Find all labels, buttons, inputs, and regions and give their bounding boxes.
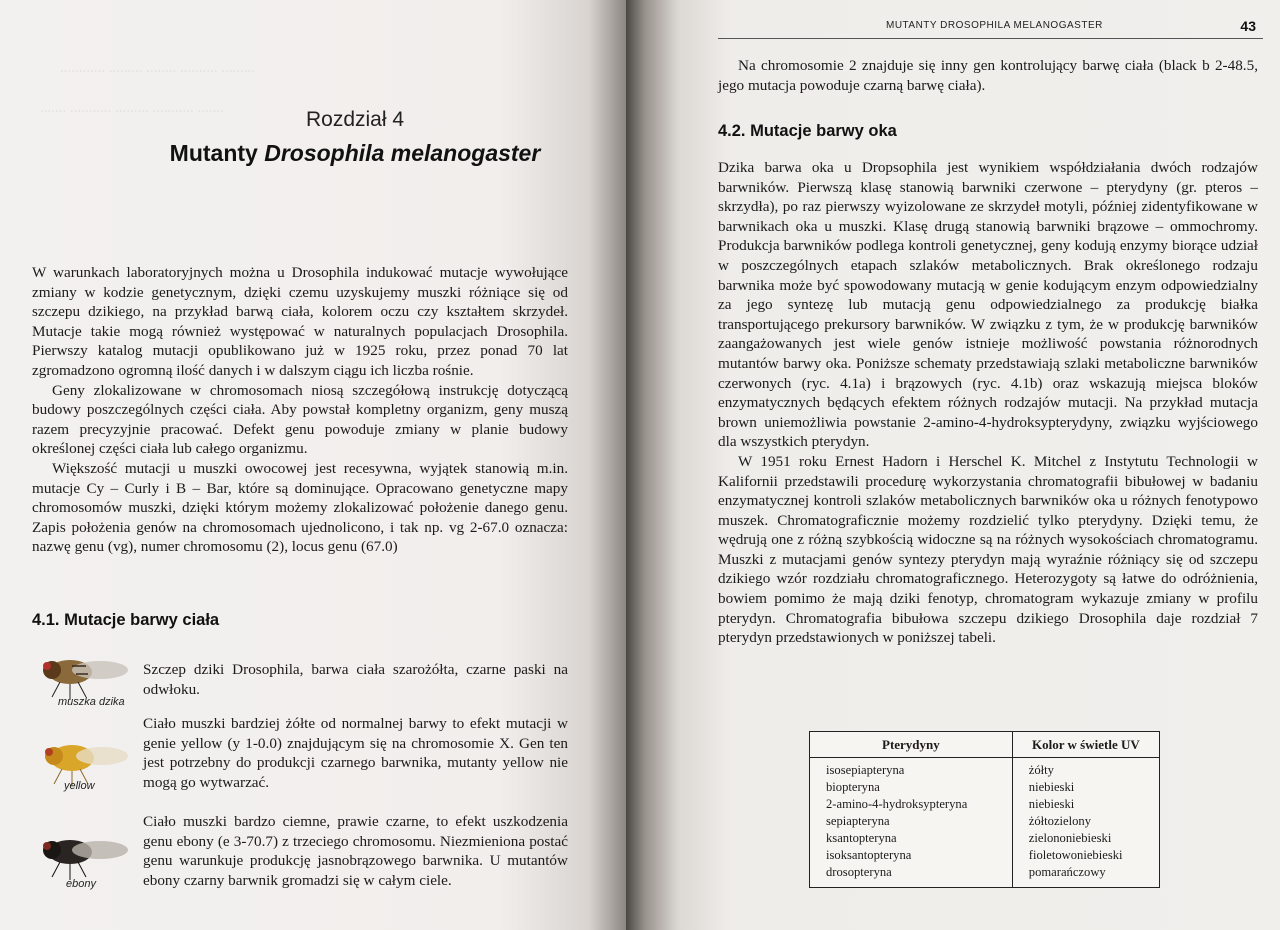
intro-paragraph: Geny zlokalizowane w chromosomach niosą szczegółową instrukcję dotyczącą budowy poszczególnych części ciała. Aby powstał kompletny organizm, geny muszą razem precyzyjnie pracować. Defekt genu powoduje zmiany w planie budowy określonej części ciała lub całego organizmu. xyxy=(32,381,568,458)
table-header-cell: Kolor w świetle UV xyxy=(1012,732,1159,758)
running-header: MUTANTY DROSOPHILA MELANOGASTER xyxy=(886,20,1103,31)
yellow-fly-icon xyxy=(30,728,130,788)
pterin-table xyxy=(809,731,1160,888)
fly-description-yellow: Ciało muszki bardziej żółte od normalnej barwy to efekt mutacji w genie yellow (y 1-0.0) znajdującym się na chromosomie X. Gen ten jest potrzebny do produkcji czarnego barwnika, mutanty yellow nie mogą go wytwarzać. xyxy=(143,715,568,791)
chapter-label: Rozdział 4 xyxy=(305,108,405,131)
right-page xyxy=(626,0,1280,930)
table-cell xyxy=(1012,758,1159,882)
intro-paragraph: W warunkach laboratoryjnych można u Drosophila indukować mutacje wywołujące zmiany w kodzie genetycznym, dzięki czemu uzyskujemy muszki różniące się od szczepu dzikiego, na przykład barwą ciała, kolorem oczu czy kształtem skrzydeł. Mutacje takie mogą również występować w naturalnych populacjach Drosophila. Pierwszy katalog mutacji opublikowano już w 1925 roku, przez ponad 70 lat zgromadzono ogromną ilość danych i w dalszym ciągu ich liczba rośnie. xyxy=(32,264,568,379)
ebony-fly-icon xyxy=(30,822,130,882)
pterin-name: drosopteryna xyxy=(826,865,892,879)
eye-color-text xyxy=(718,158,1258,648)
pterin-name: 2-amino-4-hydroksypteryna xyxy=(826,797,968,811)
eye-color-paragraph: W 1951 roku Ernest Hadorn i Herschel K. Mitchel z Instytutu Technologii w Kalifornii przedstawili procedurę wykorzystania chromatografii bibułowej w badaniu enzymatycznej kontroli szlaków metabolicznych barwników oka u różnych fenotypowo muszek. Chromatograficznie możemy rozdzielić tylko pterydyny. Dzięki temu, że wędrują one z różną szybkością widoczne są na różnych wysokościach chromatogramu. Muszki z mutacjami genów syntezy pterydyn mają wyraźnie różniący się od szczepu dzikiego wzór rozdziału chromatograficznego. Heterozygoty są łatwe do odróżnienia, bowiem pomimo że mają dziki fenotyp, chromatogram wykazuje zmiany w profilu pterydyn. Chromatografia bibułowa szczepu dzikiego Drosophila daje rozdział 7 pterydyn przedstawionych w poniższej tabeli. xyxy=(718,452,1258,647)
fly-caption-ebony: ebony xyxy=(66,878,96,890)
uv-color: zielononiebieski xyxy=(1028,831,1112,845)
table-row xyxy=(810,758,1160,882)
table-header-cell: Pterydyny xyxy=(810,732,1013,758)
show-through-text: ......... .......... ........ ......... ............ xyxy=(60,60,255,76)
page-number: 43 xyxy=(1240,18,1256,34)
fly-caption-yellow: yellow xyxy=(64,780,95,792)
uv-color: żółty xyxy=(1028,763,1054,777)
section-heading-body-color: 4.1. Mutacje barwy ciała xyxy=(32,611,220,629)
fly-description-wild: Szczep dziki Drosophila, barwa ciała szarożółta, czarne paski na odwłoku. xyxy=(143,661,568,698)
pterin-name: isosepiapteryna xyxy=(826,763,905,777)
table-cell xyxy=(810,758,1013,882)
wild-type-fly-icon xyxy=(30,642,130,702)
show-through-text: ....... ........... ......... ........... ....... xyxy=(40,100,224,116)
chapter-title xyxy=(100,140,610,167)
chapter-title-italic: Drosophila melanogaster xyxy=(264,140,541,166)
fly-caption-wild: muszka dzika xyxy=(58,696,125,708)
intro-text xyxy=(32,263,568,557)
fly-description-ebony: Ciało muszki bardzo ciemne, prawie czarne, to efekt uszkodzenia genu ebony (e 3-70.7) z trzeciego chromosomu. Niezmieniona postać genu warunkuje produkcję jasnobrązowego barwnika. U mutantów ebony czarny barwnik gromadzi się w całym ciele. xyxy=(143,813,568,889)
pterin-name: isoksantopteryna xyxy=(826,848,912,862)
body-color-continuation: Na chromosomie 2 znajduje się inny gen kontrolujący barwę ciała (black b 2-48.5, jego mutacja powoduje czarną barwę ciała). xyxy=(718,57,1258,94)
left-page xyxy=(0,0,626,930)
table-row-end xyxy=(810,881,1160,888)
pterin-name: biopteryna xyxy=(826,780,880,794)
uv-color: żółtozielony xyxy=(1028,814,1092,828)
pterin-name: ksantopteryna xyxy=(826,831,897,845)
pterin-name: sepiapteryna xyxy=(826,814,890,828)
uv-color: pomarańczowy xyxy=(1028,865,1106,879)
section-heading-eye-color: 4.2. Mutacje barwy oka xyxy=(718,122,897,140)
uv-color: niebieski xyxy=(1028,797,1075,811)
intro-paragraph: Większość mutacji u muszki owocowej jest recesywna, wyjątek stanowią m.in. mutacje Cy – Curly i B – Bar, które są dominujące. Opracowano genetyczne mapy chromosomów muszki, dzięki którym możemy zlokalizować położenie danego genu. Zapis położenia genów na chromosomach ujednolicono, i tak np. vg 2-67.0 oznacza: nazwę genu (vg), numer chromosomu (2), locus genu (67.0) xyxy=(32,459,568,556)
chapter-title-plain: Mutanty xyxy=(169,140,265,166)
header-rule xyxy=(718,38,1263,39)
uv-color: fioletowoniebieski xyxy=(1028,848,1123,862)
eye-color-paragraph: Dzika barwa oka u Dropsophila jest wynikiem współdziałania dwóch rodzajów barwników. Pierwszą klasę stanowią barwniki czerwone – pterydyny (gr. pteros – skrzydła), po raz pierwszy wyizolowane ze skrzydeł motyli, później zidentyfikowane w barwnikach oka u muszki. Klasę drugą stanowią barwniki brązowe – ommochromy. Produkcja barwników podlega kontroli genetycznej, geny kodują enzymy biorące udział w poszczególnych etapach szlaków metabolicznych. Brak określonego rodzaju barwnika może być spowodowany mutacją w genie kodującym enzym odpowiedzialny za jego syntezę lub mutacją genu odpowiedzialnego za produkcję białka transportującego prekursory barwników. W związku z tym, że w produkcję barwników zaangażowanych jest wiele genów istnieje możliwość powstania różnorodnych mutantów barwy oka. Poniższe schematy przedstawiają szlaki metaboliczne barwników czerwonych (ryc. 4.1a) i brązowych (ryc. 4.1b) oraz wskazują miejsca bloków enzymatycznych będących efektem różnych rodzajów mutacji. Na przykład mutacja brown uniemożliwia powstanie 2-amino-4-hydroksypterydyny, związku wyjściowego dla wszystkich pterydyn. xyxy=(718,159,1258,451)
table-header-row xyxy=(810,732,1160,758)
uv-color: niebieski xyxy=(1028,780,1075,794)
